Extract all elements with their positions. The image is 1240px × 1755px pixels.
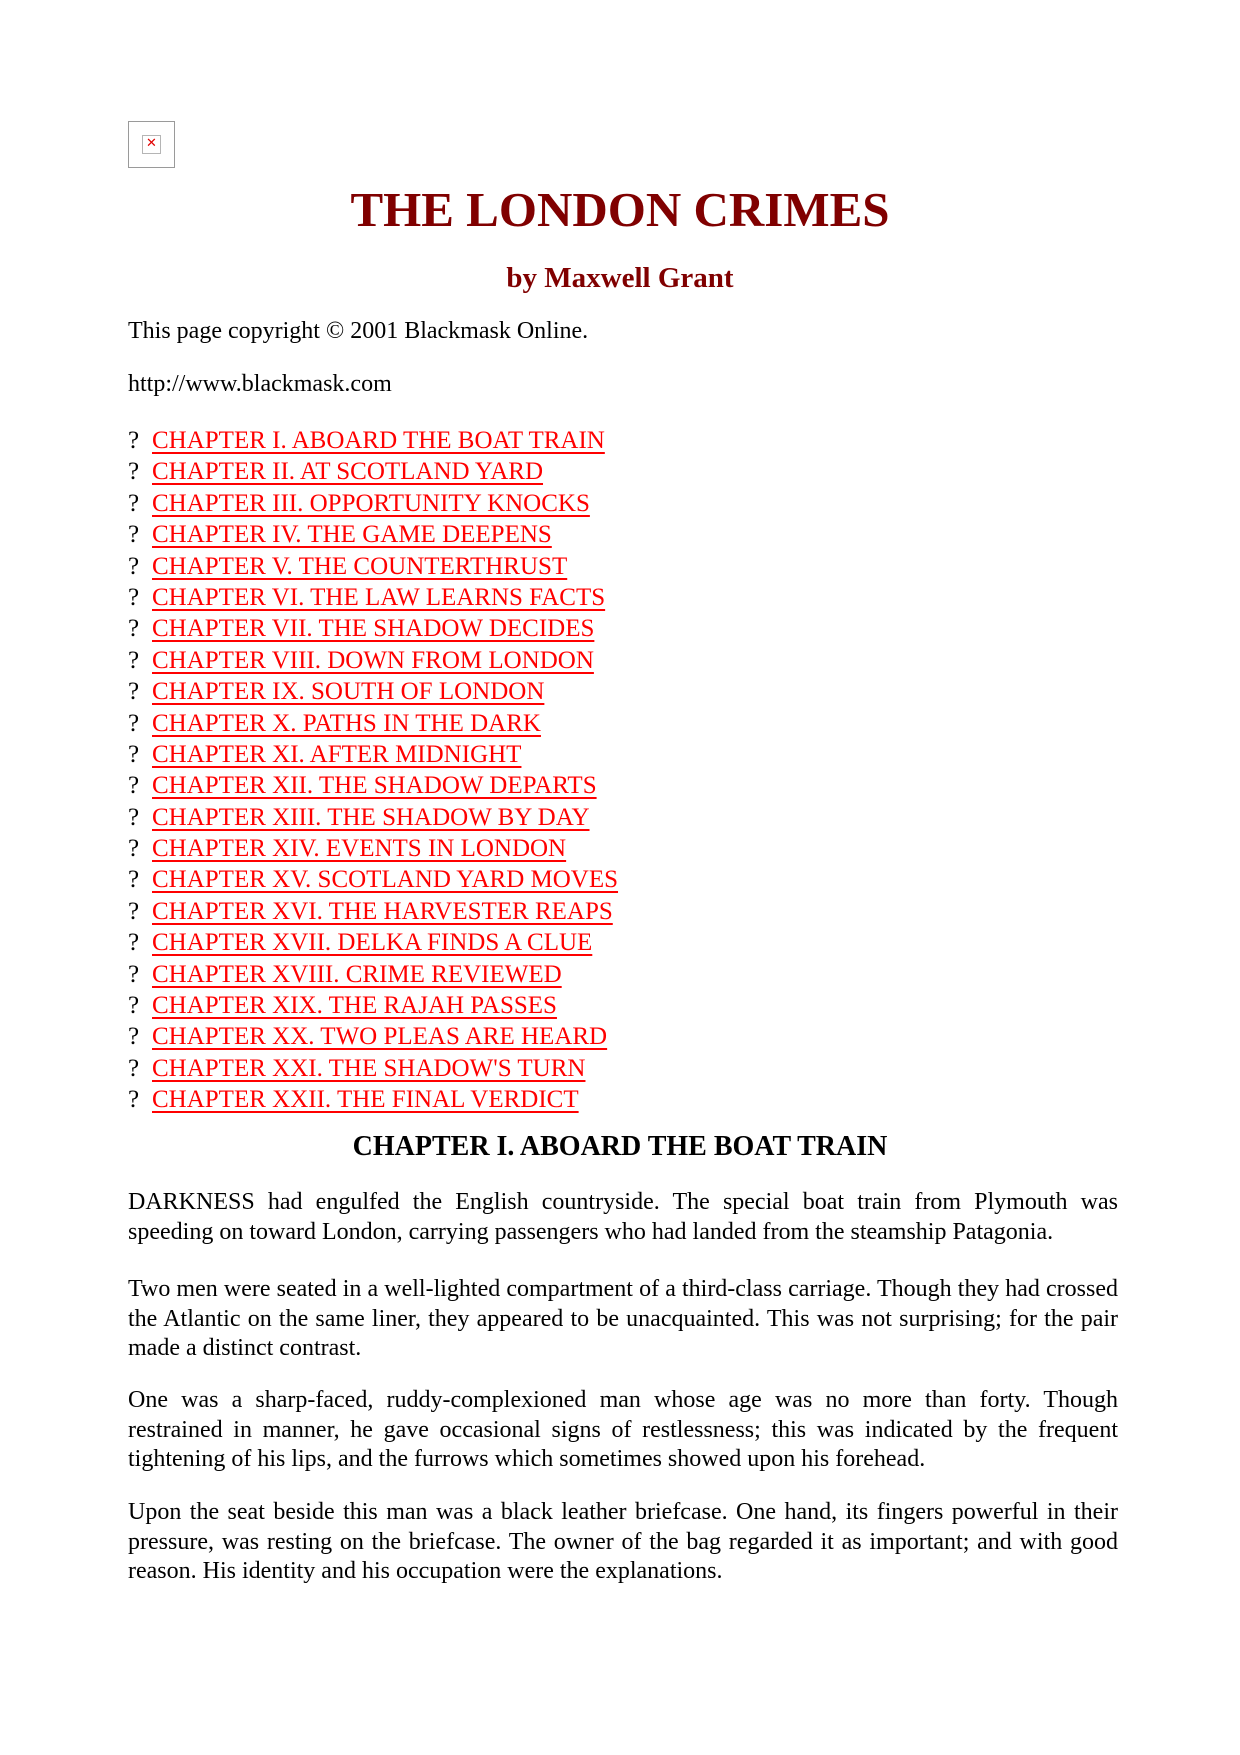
chapter-heading: CHAPTER I. ABOARD THE BOAT TRAIN xyxy=(352,1131,888,1162)
toc-item xyxy=(128,519,618,550)
toc-bullet: ? xyxy=(128,772,140,800)
toc-bullet: ? xyxy=(128,1086,140,1114)
toc-link[interactable]: CHAPTER XVI. THE HARVESTER REAPS xyxy=(152,897,613,925)
toc-link[interactable]: CHAPTER XVIII. CRIME REVIEWED xyxy=(152,960,562,988)
toc-bullet: ? xyxy=(128,960,140,988)
toc-bullet: ? xyxy=(128,1023,140,1051)
toc-bullet: ? xyxy=(128,835,140,863)
toc-link[interactable]: CHAPTER I. ABOARD THE BOAT TRAIN xyxy=(152,427,605,454)
page-title: THE LONDON CRIMES xyxy=(350,182,890,237)
toc-link[interactable]: CHAPTER XXII. THE FINAL VERDICT xyxy=(152,1086,579,1114)
site-url: http://www.blackmask.com xyxy=(128,371,392,397)
toc-link[interactable]: CHAPTER XIII. THE SHADOW BY DAY xyxy=(152,803,590,831)
toc-bullet: ? xyxy=(128,929,140,957)
broken-image-x-icon: ✕ xyxy=(142,135,161,154)
toc-item xyxy=(128,551,618,582)
toc-link[interactable]: CHAPTER XV. SCOTLAND YARD MOVES xyxy=(152,866,619,894)
toc-item xyxy=(128,676,618,707)
toc-item xyxy=(128,613,618,644)
copyright-notice: This page copyright © 2001 Blackmask Online. xyxy=(128,318,589,344)
toc-item xyxy=(128,425,618,456)
paragraph: Upon the seat beside this man was a black leather briefcase. One hand, its fingers powerful in their pressure, was resting on the briefcase. The owner of the bag regarded it as important; and with good reason. His identity and his occupation were the explanations. xyxy=(128,1499,1118,1584)
toc-item xyxy=(128,896,618,927)
toc-link[interactable]: CHAPTER VII. THE SHADOW DECIDES xyxy=(152,615,595,643)
toc-link[interactable]: CHAPTER XVII. DELKA FINDS A CLUE xyxy=(152,929,593,957)
toc-bullet: ? xyxy=(128,1054,140,1082)
table-of-contents xyxy=(128,425,618,1116)
paragraph: DARKNESS had engulfed the English countryside. The special boat train from Plymouth was speeding on toward London, carrying passengers who had landed from the steamship Patagonia. xyxy=(128,1189,1118,1245)
paragraph: One was a sharp-faced, ruddy-complexioned man whose age was no more than forty. Though restrained in manner, he gave occasional signs of restlessness; this was indicated by the frequent tightening of his lips, and the furrows which sometimes showed upon his forehead. xyxy=(128,1387,1118,1472)
toc-item xyxy=(128,927,618,958)
toc-link[interactable]: CHAPTER XXI. THE SHADOW'S TURN xyxy=(152,1054,586,1082)
toc-item xyxy=(128,1053,618,1084)
toc-bullet: ? xyxy=(128,678,140,706)
toc-item xyxy=(128,959,618,990)
toc-item xyxy=(128,864,618,895)
toc-link[interactable]: CHAPTER X. PATHS IN THE DARK xyxy=(152,709,541,737)
toc-bullet: ? xyxy=(128,646,140,674)
toc-item xyxy=(128,488,618,519)
toc-bullet: ? xyxy=(128,740,140,768)
toc-bullet: ? xyxy=(128,427,140,454)
toc-item xyxy=(128,582,618,613)
toc-link[interactable]: CHAPTER XI. AFTER MIDNIGHT xyxy=(152,740,522,768)
toc-bullet: ? xyxy=(128,521,140,549)
toc-item xyxy=(128,708,618,739)
toc-link[interactable]: CHAPTER XIX. THE RAJAH PASSES xyxy=(152,992,557,1020)
toc-item xyxy=(128,1084,618,1115)
toc-link[interactable]: CHAPTER III. OPPORTUNITY KNOCKS xyxy=(152,489,590,517)
toc-bullet: ? xyxy=(128,552,140,580)
toc-link[interactable]: CHAPTER II. AT SCOTLAND YARD xyxy=(152,458,544,486)
toc-bullet: ? xyxy=(128,992,140,1020)
toc-item xyxy=(128,833,618,864)
toc-item xyxy=(128,990,618,1021)
paragraph: Two men were seated in a well-lighted compartment of a third-class carriage. Though they had crossed the Atlantic on the same liner, they appeared to be unacquainted. This was not surprising; for the pair made a distinct contrast. xyxy=(128,1276,1118,1361)
toc-link[interactable]: CHAPTER V. THE COUNTERTHRUST xyxy=(152,552,568,580)
toc-item xyxy=(128,645,618,676)
toc-link[interactable]: CHAPTER VI. THE LAW LEARNS FACTS xyxy=(152,583,606,611)
toc-bullet: ? xyxy=(128,866,140,894)
toc-item xyxy=(128,802,618,833)
toc-bullet: ? xyxy=(128,897,140,925)
toc-link[interactable]: CHAPTER VIII. DOWN FROM LONDON xyxy=(152,646,594,674)
toc-item xyxy=(128,770,618,801)
toc-overflow-fragment xyxy=(128,1114,188,1120)
toc-link[interactable]: CHAPTER XII. THE SHADOW DEPARTS xyxy=(152,772,597,800)
toc-bullet: ? xyxy=(128,458,140,486)
toc-link[interactable]: CHAPTER IV. THE GAME DEEPENS xyxy=(152,521,552,549)
toc-link[interactable]: CHAPTER XIV. EVENTS IN LONDON xyxy=(152,835,567,863)
toc-link[interactable]: CHAPTER XX. TWO PLEAS ARE HEARD xyxy=(152,1023,608,1051)
toc-bullet: ? xyxy=(128,615,140,643)
toc-bullet: ? xyxy=(128,709,140,737)
toc-link[interactable]: CHAPTER IX. SOUTH OF LONDON xyxy=(152,678,545,706)
author-byline: by Maxwell Grant xyxy=(506,262,734,294)
toc-bullet: ? xyxy=(128,489,140,517)
broken-image-icon xyxy=(128,121,175,168)
toc-item xyxy=(128,456,618,487)
toc-bullet: ? xyxy=(128,803,140,831)
toc-item xyxy=(128,739,618,770)
toc-bullet: ? xyxy=(128,583,140,611)
toc-item xyxy=(128,1021,618,1052)
